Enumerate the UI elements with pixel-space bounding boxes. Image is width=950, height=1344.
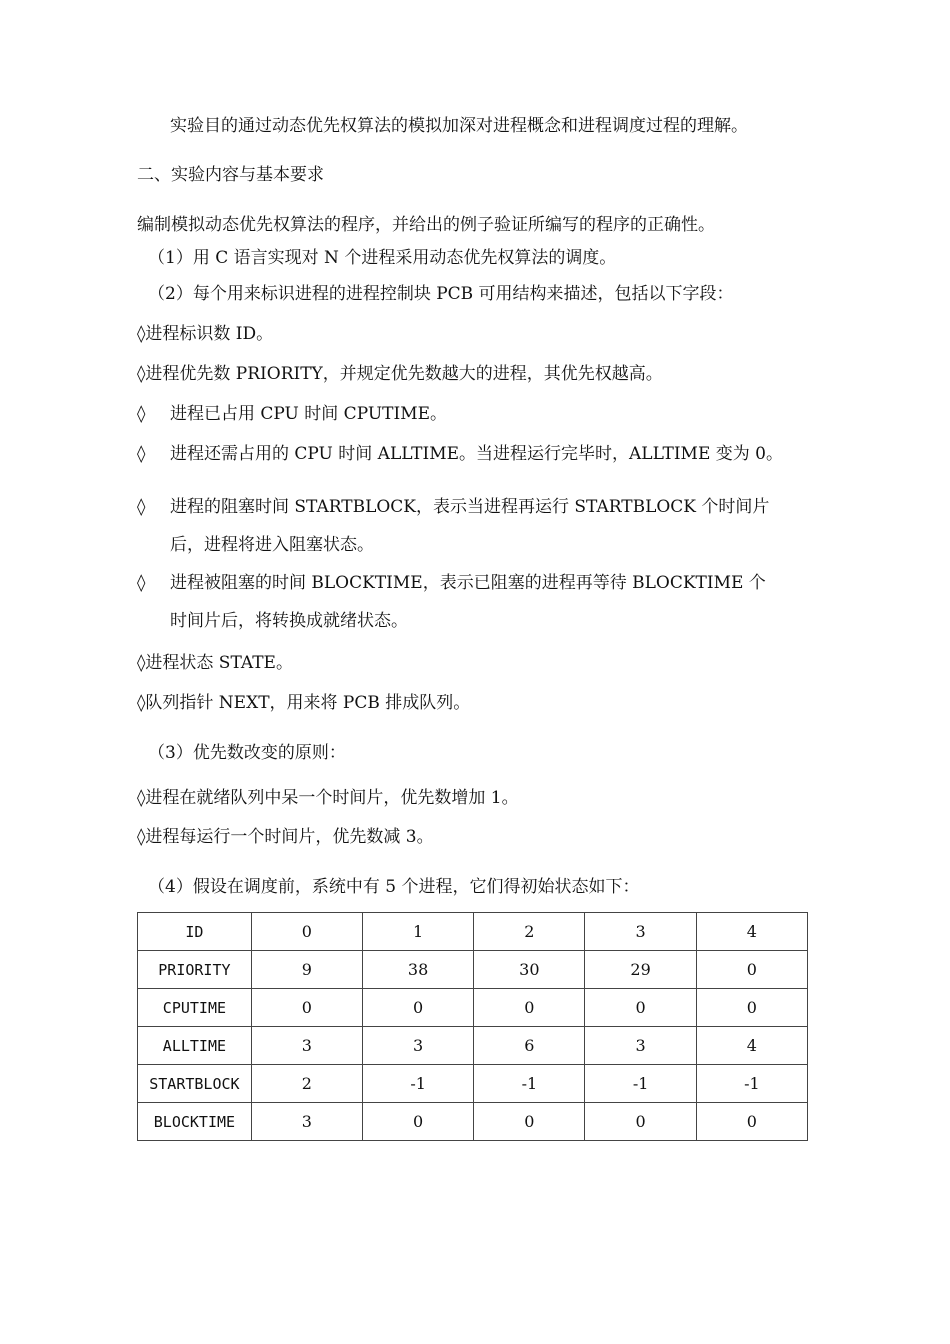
table-row [138,913,808,951]
table-cell: 3 [251,1027,362,1065]
diamond-bullet: ◊ [137,573,146,593]
table-cell: 0 [362,989,473,1027]
table-cell: 0 [585,1103,696,1141]
table-cell: 0 [474,989,585,1027]
field-cputime-text: 进程已占用 CPU 时间 CPUTIME。 [170,404,448,424]
table-cell: 4 [696,1027,807,1065]
table-cell: 3 [362,1027,473,1065]
table-cell: 0 [696,951,807,989]
field-startblock-text-1: 进程的阻塞时间 STARTBLOCK，表示当进程再运行 STARTBLOCK 个时间片 [170,497,770,517]
field-blocktime-text-2: 时间片后，将转换成就绪状态。 [170,611,408,631]
item-4: （4）假设在调度前，系统中有 5 个进程，它们得初始状态如下： [148,877,640,897]
row-label: ALLTIME [138,1027,252,1065]
field-next: ◊队列指针 NEXT，用来将 PCB 排成队列。 [137,693,471,713]
item-2: （2）每个用来标识进程的进程控制块 PCB 可用结构来描述，包括以下字段： [148,284,734,304]
table-cell: 0 [474,1103,585,1141]
table-cell: 0 [696,989,807,1027]
diamond-bullet: ◊ [137,497,146,517]
table-cell: 38 [362,951,473,989]
table-cell: 0 [585,989,696,1027]
item-1: （1）用 C 语言实现对 N 个进程采用动态优先权算法的调度。 [148,248,617,268]
table-cell: 0 [251,989,362,1027]
rule-1: ◊进程在就绪队列中呆一个时间片，优先数增加 1。 [137,788,519,808]
table-cell: 9 [251,951,362,989]
table-cell: 3 [585,1027,696,1065]
table-row [138,1103,808,1141]
table-cell: -1 [585,1065,696,1103]
table-cell: 29 [585,951,696,989]
diamond-bullet: ◊ [137,444,146,464]
table-cell: 0 [362,1103,473,1141]
table-cell: 2 [474,913,585,951]
table-row [138,1027,808,1065]
field-id: ◊进程标识数 ID。 [137,324,274,344]
table-cell: 30 [474,951,585,989]
initial-state-table [137,912,808,1141]
field-state: ◊进程状态 STATE。 [137,653,293,673]
table-cell: 2 [251,1065,362,1103]
item-3: （3）优先数改变的原则： [148,743,346,763]
purpose-paragraph: 实验目的通过动态优先权算法的模拟加深对进程概念和进程调度过程的理解。 [170,116,748,136]
table-row [138,1065,808,1103]
table-row [138,951,808,989]
section-heading: 二、实验内容与基本要求 [137,165,324,185]
table-cell: 0 [696,1103,807,1141]
table-cell: -1 [362,1065,473,1103]
row-label: CPUTIME [138,989,252,1027]
table-row [138,989,808,1027]
table-cell: 0 [251,913,362,951]
table-cell: -1 [474,1065,585,1103]
field-startblock-text-2: 后，进程将进入阻塞状态。 [170,535,374,555]
field-alltime-text: 进程还需占用的 CPU 时间 ALLTIME。当进程运行完毕时，ALLTIME 变为 0。 [170,444,783,464]
table-cell: 3 [585,913,696,951]
table-cell: 1 [362,913,473,951]
row-label: PRIORITY [138,951,252,989]
diamond-bullet: ◊ [137,404,146,424]
table-cell: 3 [251,1103,362,1141]
field-blocktime-text-1: 进程被阻塞的时间 BLOCKTIME，表示已阻塞的进程再等待 BLOCKTIME 个 [170,573,766,593]
row-label: BLOCKTIME [138,1103,252,1141]
table-cell: -1 [696,1065,807,1103]
row-label: STARTBLOCK [138,1065,252,1103]
table-cell: 4 [696,913,807,951]
table-cell: 6 [474,1027,585,1065]
row-label: ID [138,913,252,951]
field-priority: ◊进程优先数 PRIORITY，并规定优先数越大的进程，其优先权越高。 [137,364,663,384]
intro-paragraph: 编制模拟动态优先权算法的程序，并给出的例子验证所编写的程序的正确性。 [137,215,715,235]
rule-2: ◊进程每运行一个时间片，优先数减 3。 [137,827,434,847]
